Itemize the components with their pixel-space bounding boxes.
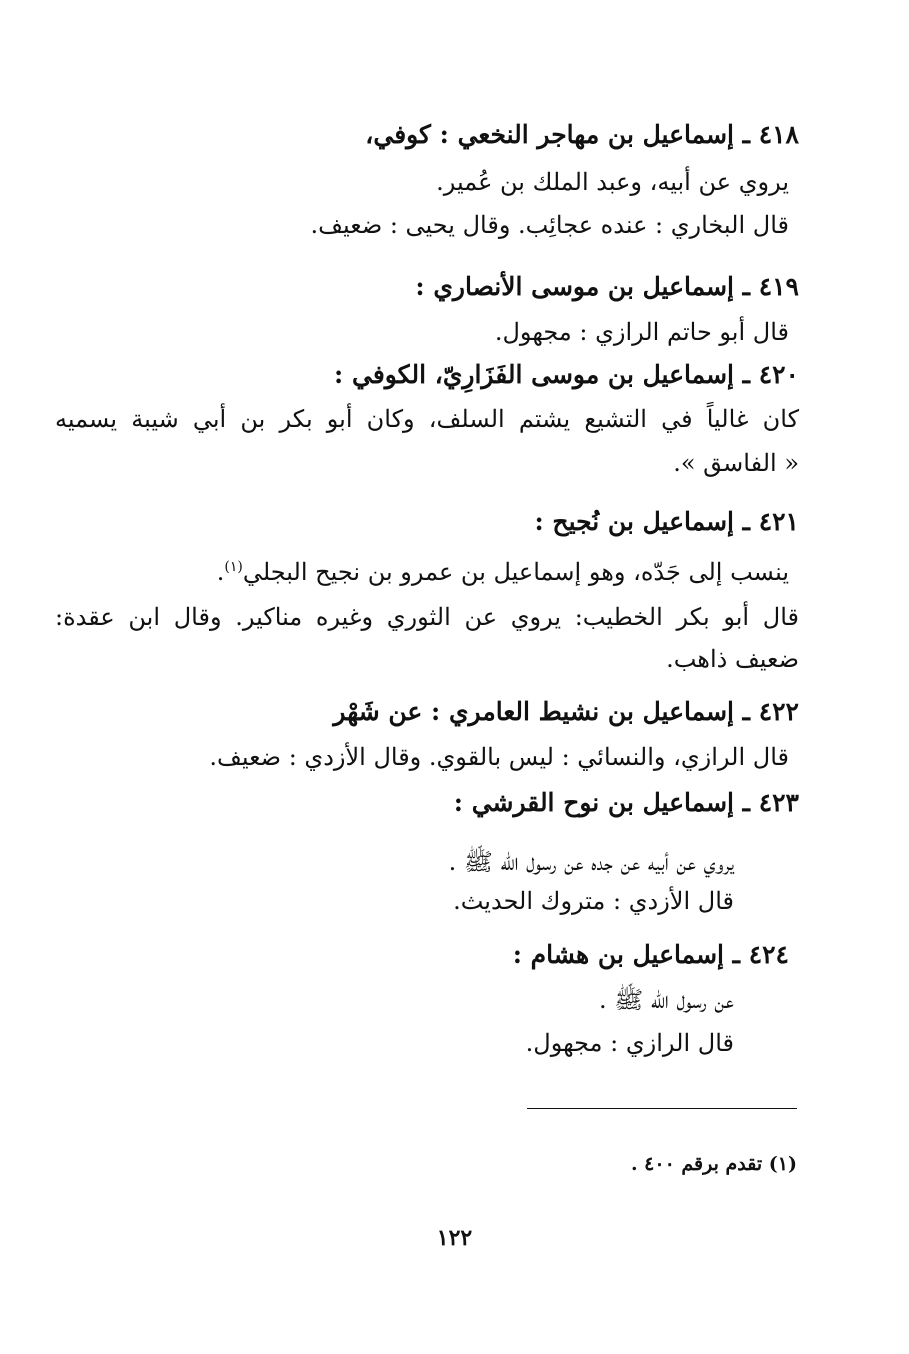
entry-421-line-3: ضعيف ذاهب. bbox=[666, 645, 799, 673]
footnote: (١) تقدم برقم ٤٠٠ . bbox=[630, 1153, 797, 1175]
footnote-divider bbox=[527, 1108, 797, 1109]
entry-421-line-1-text: ينسب إلى جَدّه، وهو إسماعيل بن عمرو بن نجيح البجلي bbox=[242, 558, 789, 586]
entry-421-heading: ٤٢١ ـ إسماعيل بن نُجيح : bbox=[534, 507, 799, 536]
entry-424-heading: ٤٢٤ ـ إسماعيل بن هشام : bbox=[512, 940, 789, 969]
entry-419-heading: ٤١٩ ـ إسماعيل بن موسى الأنصاري : bbox=[415, 272, 799, 301]
entry-423-heading: ٤٢٣ ـ إسماعيل بن نوح القرشي : bbox=[453, 788, 799, 817]
entry-421-line-2: قال أبو بكر الخطيب: يروي عن الثوري وغيره مناكير. وقال ابن عقدة: bbox=[55, 603, 799, 631]
entry-420-heading: ٤٢٠ ـ إسماعيل بن موسى الفَزَارِيّ، الكوفي : bbox=[334, 360, 799, 389]
page-number: ١٢٢ bbox=[436, 1225, 473, 1251]
entry-422-heading: ٤٢٢ ـ إسماعيل بن نشيط العامري : عن شَهْر bbox=[333, 697, 799, 726]
entry-418-heading: ٤١٨ ـ إسماعيل بن مهاجر النخعي : كوفي، bbox=[365, 120, 799, 149]
entry-420-line-2: « الفاسق ». bbox=[673, 449, 799, 477]
entry-422-line-1: قال الرازي، والنسائي : ليس بالقوي. وقال الأزدي : ضعيف. bbox=[209, 743, 789, 771]
entry-421-line-1 bbox=[217, 550, 789, 589]
entry-418-line-1: يروي عن أبيه، وعبد الملك بن عُمير. bbox=[436, 168, 789, 196]
entry-423-line-1: يروي عن أبيه عن جده عن رسول الله ﷺ . bbox=[448, 848, 734, 876]
entry-424-line-1: عن رسول الله ﷺ . bbox=[599, 986, 734, 1014]
entry-418-line-2: قال البخاري : عنده عجائِب. وقال يحيى : ضعيف. bbox=[310, 211, 789, 239]
entry-420-line-1: كان غالياً في التشيع يشتم السلف، وكان أبو بكر بن أبي شيبة يسميه bbox=[55, 405, 799, 433]
entry-423-line-2: قال الأزدي : متروك الحديث. bbox=[453, 887, 734, 915]
entry-424-line-2: قال الرازي : مجهول. bbox=[525, 1029, 734, 1057]
footnote-marker: (١) bbox=[224, 559, 243, 575]
entry-419-line-1: قال أبو حاتم الرازي : مجهول. bbox=[494, 318, 789, 346]
period-mark: . bbox=[216, 558, 225, 586]
